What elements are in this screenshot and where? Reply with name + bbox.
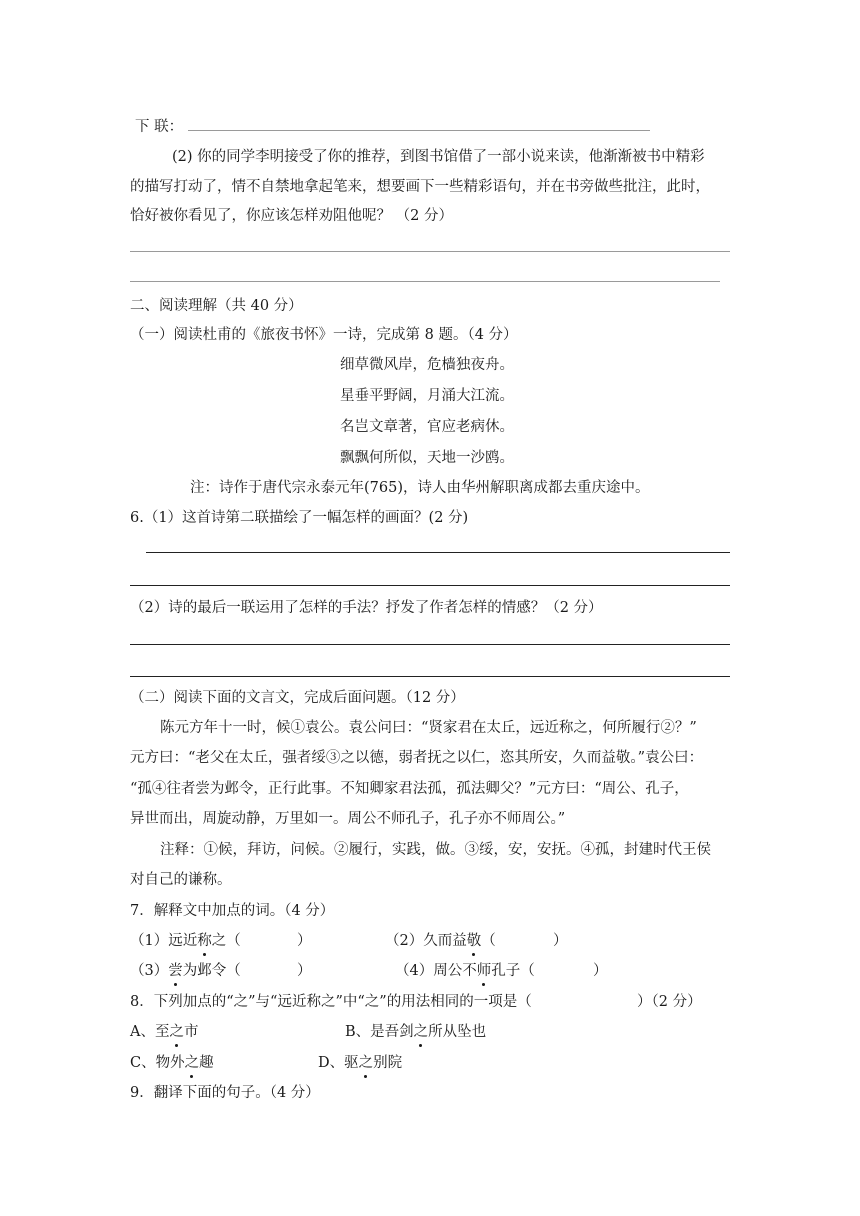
section-title: 二、阅读理解（共 40 分）: [130, 298, 303, 314]
dotted-char: 之: [358, 1055, 374, 1071]
passage-line-2: 元方曰：“老父在太丘，强者绥③之以德，弱者抚之以仁，恣其所安，久而益敬。”袁公曰：: [130, 750, 704, 766]
q7-item-4-close: ）: [593, 963, 608, 979]
q8-stem-close: ）（2 分）: [637, 994, 702, 1010]
q1-2-line-3: 恰好被你看见了，你应该怎样劝阻他呢？ （2 分）: [130, 208, 453, 224]
q6-1-answer-line-1: [146, 552, 730, 553]
notes-line-1: 注释：①候，拜访，问候。②履行，实践，做。③绥，安，安抚。④孤，封建时代王侯: [160, 842, 711, 858]
q8-option-a: A、至之市: [130, 1024, 199, 1040]
passage-line-1: 陈元方年十一时，候①袁公。袁公问曰：“贤家君在太丘，远近称之，何所履行②？”: [160, 720, 697, 736]
q7-item-3: （3）尝为邺令（: [130, 963, 241, 979]
q7-item-3-close: ）: [297, 963, 312, 979]
q6-2-answer-line-1: [130, 644, 730, 645]
passage-line-4: 异世而出，周旋动静，万里如一。周公不师孔子，孔子亦不师周公。”: [130, 811, 566, 827]
dotted-char: 尝: [168, 963, 183, 979]
q1-2-line-2: 的描写打动了，情不自禁地拿起笔来，想要画下一些精彩语句，并在书旁做些批注，此时，: [130, 179, 710, 195]
q1-2-answer-line-1: [130, 251, 730, 252]
notes-line-2: 对自己的谦称。: [130, 872, 232, 888]
dotted-char: 称: [197, 933, 212, 949]
q8-option-d: D、驱之别院: [318, 1055, 403, 1071]
q9-stem: 9．翻译下面的句子。（4 分）: [130, 1085, 320, 1101]
q7-item-1-close: ）: [297, 933, 312, 949]
q8-stem: 8．下列加点的“之”与“远近称之”中“之”的用法相同的一项是（: [130, 994, 532, 1010]
q7-item-2: （2）久而益敬（: [385, 933, 496, 949]
poem-line-3: 名岂文章著，官应老病休。: [340, 419, 514, 435]
q6-2: （2）诗的最后一联运用了怎样的手法？抒发了作者怎样的情感？（2 分）: [130, 600, 603, 616]
poem-line-1: 细草微风岸，危樯独夜舟。: [340, 357, 514, 373]
q7-item-4: （4）周公不师孔子（: [395, 963, 535, 979]
q6-1: 6.（1）这首诗第二联描绘了一幅怎样的画面？(2 分): [130, 510, 469, 526]
poem-note: 注：诗作于唐代宗永泰元年(765)，诗人由华州解职离成都去重庆途中。: [190, 480, 650, 496]
part2-heading: （二）阅读下面的文言文，完成后面问题。（12 分）: [130, 690, 465, 706]
passage-line-3: “孤④往者尝为邺令，正行此事。不知卿家君法孤，孤法卿父？”元方曰：“周公、孔子，: [130, 781, 689, 797]
q1-2-line-1: (2) 你的同学李明接受了你的推荐，到图书馆借了一部小说来读，他渐渐被书中精彩: [172, 149, 705, 165]
q8-option-c: C、物外之趣: [130, 1055, 214, 1071]
dotted-char: 之: [413, 1024, 429, 1040]
q7-item-2-close: ）: [553, 933, 568, 949]
dotted-char: 敬: [466, 933, 482, 949]
q1-2-answer-line-2: [130, 281, 720, 282]
q6-2-answer-line-2: [130, 676, 730, 677]
q6-1-answer-line-2: [130, 585, 730, 586]
q8-option-b: B、是吾剑之所从坠也: [345, 1024, 487, 1040]
dotted-char: 师: [476, 963, 492, 979]
q7-item-1: （1）远近称之（: [130, 933, 241, 949]
couplet-label: 下 联：: [135, 119, 184, 135]
dotted-char: 之: [169, 1024, 184, 1040]
part1-heading: （一）阅读杜甫的《旅夜书怀》一诗，完成第 8 题。（4 分）: [130, 327, 518, 343]
dotted-char: 之: [184, 1055, 200, 1071]
q7-stem: 7．解释文中加点的词。（4 分）: [130, 903, 335, 919]
poem-line-4: 飘飘何所似，天地一沙鸥。: [340, 450, 514, 466]
poem-line-2: 星垂平野阔，月涌大江流。: [340, 388, 514, 404]
couplet-answer-line: [188, 130, 650, 131]
